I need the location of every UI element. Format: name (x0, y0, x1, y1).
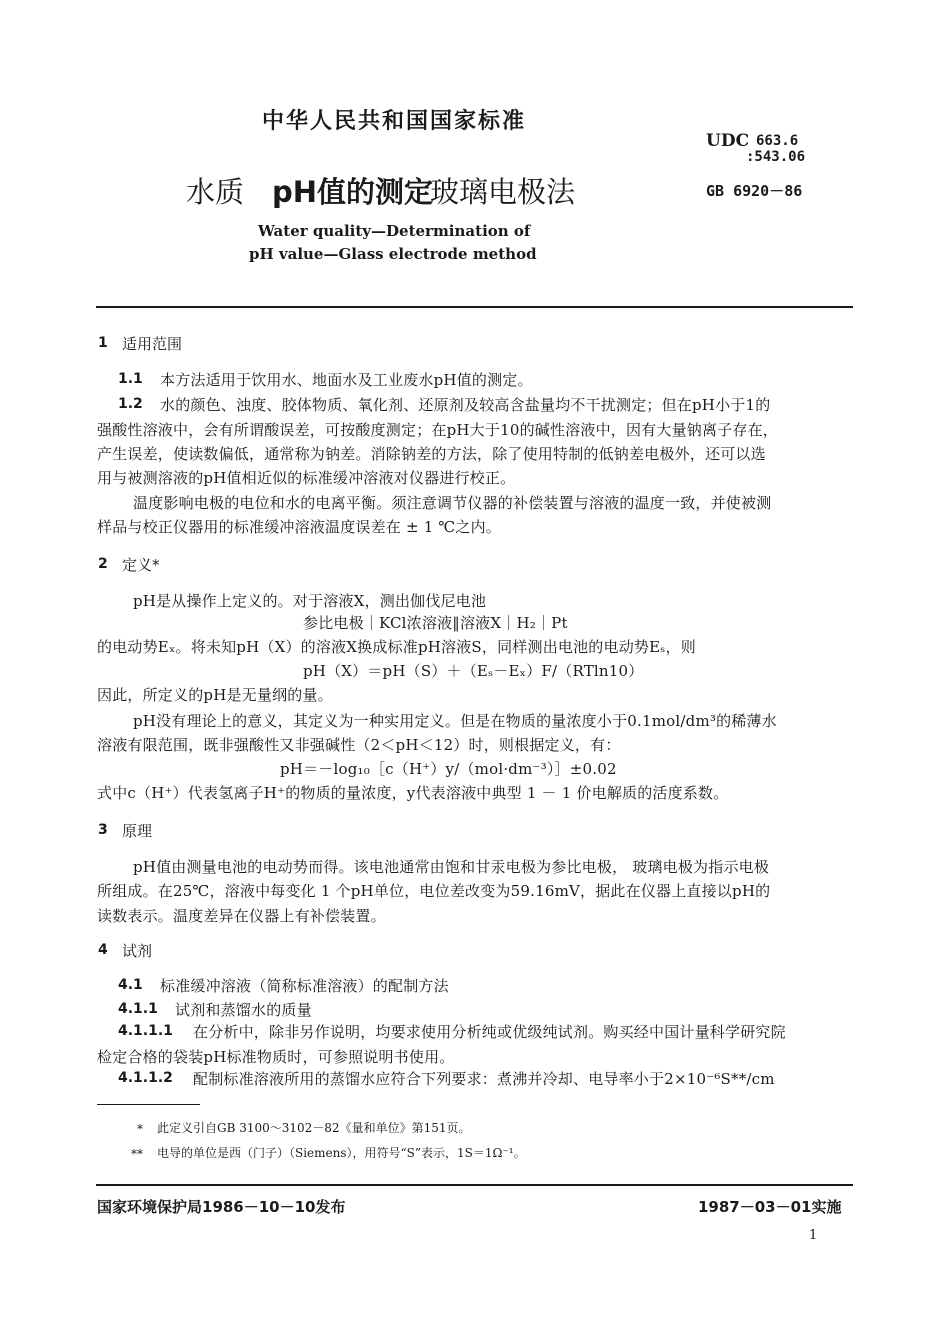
clause-4-1-1-1-number: 4.1.1.1 (118, 1023, 173, 1039)
formula-ph-x: pH（X）＝pH（S）＋（Eₛ－Eₓ）F/（RTln10） (303, 662, 644, 680)
clause-4-1-text: 标准缓冲溶液（简称标准溶液）的配制方法 (160, 977, 449, 995)
clause-4-1-1-2-text: 配制标准溶液所用的蒸馏水应符合下列要求：煮沸并冷却、电导率小于2×10⁻⁶S**/cm (193, 1070, 775, 1088)
section-2-number: 2 (98, 556, 108, 572)
title-part-3: 玻璃电极法 (430, 175, 576, 209)
national-standard-heading: 中华人民共和国国家标准 (262, 109, 527, 134)
clause-1-2-line1: 水的颜色、浊度、胶体物质、氧化剂、还原剂及较高含盐量均不干扰测定；但在pH小于1的 (160, 396, 771, 414)
definition-emf: 的电动势Eₓ。将未知pH（X）的溶液X换成标准pH溶液S，同样测出电池的电动势Eₛ，则 (97, 638, 696, 656)
section-4-title: 试剂 (122, 942, 153, 960)
title-part-2: pH值的测定 (272, 175, 434, 209)
formula-ph-log: pH＝－log₁₀［c（H⁺）y/（mol·dm⁻³）］±0.02 (280, 760, 617, 778)
formula-explanation: 式中c（H⁺）代表氢离子H⁺的物质的量浓度，y代表溶液中典型 1 － 1 价电解质的活度系数。 (97, 784, 729, 802)
clause-1-2-line2: 强酸性溶液中，会有所谓酸误差，可按酸度测定；在pH大于10的碱性溶液中，因有大量钠离子存在， (97, 421, 778, 439)
clause-1-2-line3: 产生误差，使读数偏低，通常称为钠差。消除钠差的方法，除了使用特制的低钠差电极外，还可以选 (97, 445, 766, 463)
definition-intro: pH是从操作上定义的。对于溶液X，测出伽伐尼电池 (133, 592, 487, 610)
principle-line1: pH值由测量电池的电动势而得。该电池通常由饱和甘汞电极为参比电极， 玻璃电极为指示电极 (133, 858, 770, 876)
clause-4-1-1-number: 4.1.1 (118, 1001, 158, 1017)
temperature-para-line1: 温度影响电极的电位和水的电离平衡。须注意调节仪器的补偿装置与溶液的温度一致，并使被测 (133, 494, 772, 512)
dimensionless-note: 因此，所定义的pH是无量纲的量。 (97, 686, 333, 704)
clause-4-1-1-2-number: 4.1.1.2 (118, 1070, 173, 1086)
principle-line2: 所组成。在25℃，溶液中每变化 1 个pH单位，电位差改变为59.16mV，据此在仪器上直接以pH的 (97, 882, 771, 900)
page-number: 1 (809, 1228, 818, 1243)
udc-label: UDC (706, 131, 750, 151)
udc-code-line1: 663.6 (756, 133, 799, 149)
english-title-line1: Water quality—Determination of (258, 222, 531, 240)
clause-4-1-1-1-line2: 检定合格的袋装pH标准物质时，可参照说明书使用。 (97, 1048, 455, 1066)
effective-date: 1987－03－01实施 (698, 1198, 842, 1216)
clause-1-2-line4: 用与被测溶液的pH值相近似的标准缓冲溶液对仪器进行校正。 (97, 469, 516, 487)
header-divider (96, 306, 853, 308)
temperature-para-line2: 样品与校正仪器用的标准缓冲溶液温度误差在 ± 1 ℃之内。 (97, 518, 501, 536)
section-4-number: 4 (98, 942, 108, 958)
udc-code-line2: :543.06 (746, 149, 806, 165)
clause-1-1-number: 1.1 (118, 371, 143, 387)
section-3-number: 3 (98, 822, 108, 838)
principle-line3: 读数表示。温度差异在仪器上有补偿装置。 (97, 907, 386, 925)
practical-definition-line2: 溶液有限范围，既非强酸性又非强碱性（2＜pH＜12）时，则根据定义，有： (97, 736, 621, 754)
footnote-2-mark: ** (131, 1147, 143, 1161)
footnote-2-text: 电导的单位是西（门子）（Siemens），用符号“S”表示，1S＝1Ω⁻¹。 (157, 1146, 526, 1160)
footnote-1-mark: * (137, 1122, 143, 1136)
practical-definition-line1: pH没有理论上的意义，其定义为一种实用定义。但是在物质的量浓度小于0.1mol/dm³的稀薄水 (133, 712, 777, 730)
galvanic-cell: 参比电极｜KCl浓溶液‖溶液X｜H₂｜Pt (303, 614, 568, 632)
clause-4-1-number: 4.1 (118, 977, 143, 993)
issued-date: 国家环境保护局1986－10－10发布 (97, 1198, 346, 1216)
footer-divider (96, 1184, 853, 1186)
footnote-1-text: 此定义引自GB 3100～3102－82《量和单位》第151页。 (157, 1121, 471, 1135)
clause-1-2-number: 1.2 (118, 396, 143, 412)
clause-4-1-1-text: 试剂和蒸馏水的质量 (175, 1001, 312, 1019)
section-3-title: 原理 (122, 822, 153, 840)
section-2-title: 定义* (122, 556, 160, 574)
section-1-title: 适用范围 (122, 335, 183, 353)
section-1-number: 1 (98, 335, 108, 351)
gb-number: GB 6920－86 (706, 182, 803, 200)
clause-1-1-text: 本方法适用于饮用水、地面水及工业废水pH值的测定。 (160, 371, 533, 389)
clause-4-1-1-1-line1: 在分析中，除非另作说明，均要求使用分析纯或优级纯试剂。购买经中国计量科学研究院 (193, 1023, 786, 1041)
english-title-line2: pH value—Glass electrode method (249, 245, 537, 263)
footnote-divider (97, 1104, 200, 1105)
title-part-1: 水质 (186, 175, 245, 209)
